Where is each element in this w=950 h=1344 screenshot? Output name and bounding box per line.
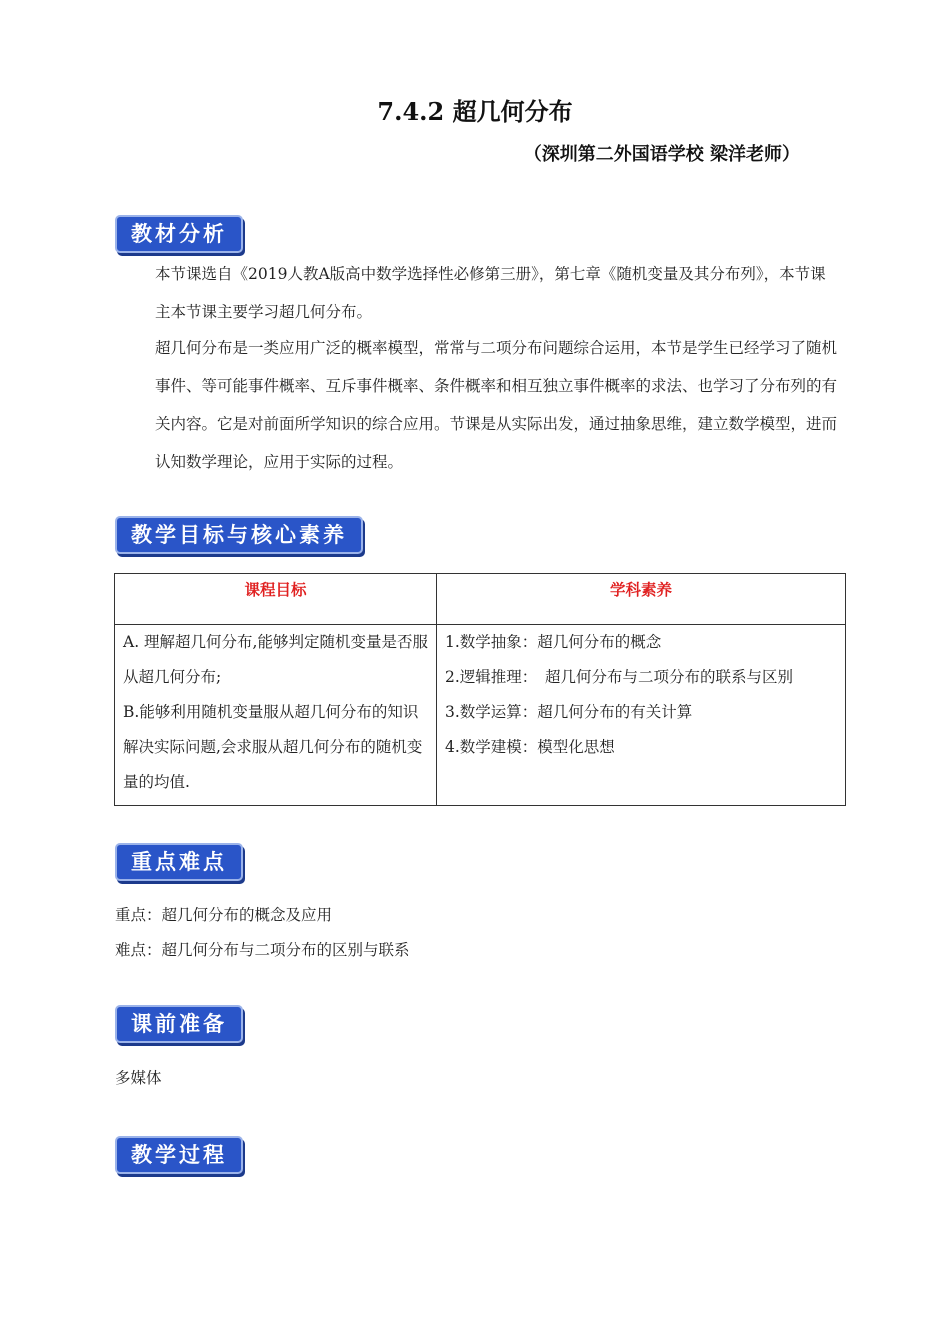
course-goal-b: B.能够利用随机变量服从超几何分布的知识解决实际问题,会求服从超几何分布的随机变量的均值. — [123, 703, 423, 791]
literacy-item-1: 1.数学抽象：超几何分布的概念 — [445, 633, 662, 651]
page-title: 7.4.2 超几何分布 — [377, 97, 573, 126]
section-badge-preparation: 课前准备 — [115, 1005, 243, 1043]
analysis-paragraph-1 — [115, 255, 840, 331]
course-goal-a: A. 理解超几何分布,能够判定随机变量是否服从超几何分布; — [123, 633, 428, 686]
literacy-item-2: 2.逻辑推理： 超几何分布与二项分布的联系与区别 — [445, 668, 794, 686]
preparation-text: 多媒体 — [115, 1069, 162, 1087]
section-badge-analysis: 教材分析 — [115, 215, 243, 253]
goals-table-row — [115, 625, 846, 806]
analysis-paragraph-2 — [115, 329, 840, 481]
goals-table — [114, 573, 846, 806]
goals-table-header-row — [115, 574, 846, 625]
goals-header-literacy: 学科素养 — [437, 574, 846, 625]
literacy-item-4: 4.数学建模：模型化思想 — [445, 738, 615, 756]
literacy-cell — [437, 625, 846, 806]
author-line: （深圳第二外国语学校 梁洋老师） — [523, 144, 800, 165]
section-badge-process: 教学过程 — [115, 1136, 243, 1174]
goals-header-course: 课程目标 — [115, 574, 437, 625]
course-goals-cell — [115, 625, 437, 806]
key-point-text: 重点：超几何分布的概念及应用 — [115, 906, 333, 924]
literacy-item-3: 3.数学运算：超几何分布的有关计算 — [445, 703, 693, 721]
analysis-text-2: 超几何分布是一类应用广泛的概率模型，常常与二项分布问题综合运用，本节是学生已经学习了随机事件、等可能事件概率、互斥事件概率、条件概率和相互独立事件概率的求法、也学习了分布列的有关内容。它是对前面所学知识的综合应用。节课是从实际出发，通过抽象思维，建立数学模型，进而认知数学理论，应用于实际的过程。 — [155, 339, 838, 471]
section-badge-goals: 教学目标与核心素养 — [115, 516, 363, 554]
section-badge-key-points: 重点难点 — [115, 843, 243, 881]
analysis-text-1: 本节课选自《2019人教A版高中数学选择性必修第三册》，第七章《随机变量及其分布列》，本节课主本节课主要学习超几何分布。 — [155, 265, 826, 321]
difficult-point-text: 难点：超几何分布与二项分布的区别与联系 — [115, 941, 410, 959]
